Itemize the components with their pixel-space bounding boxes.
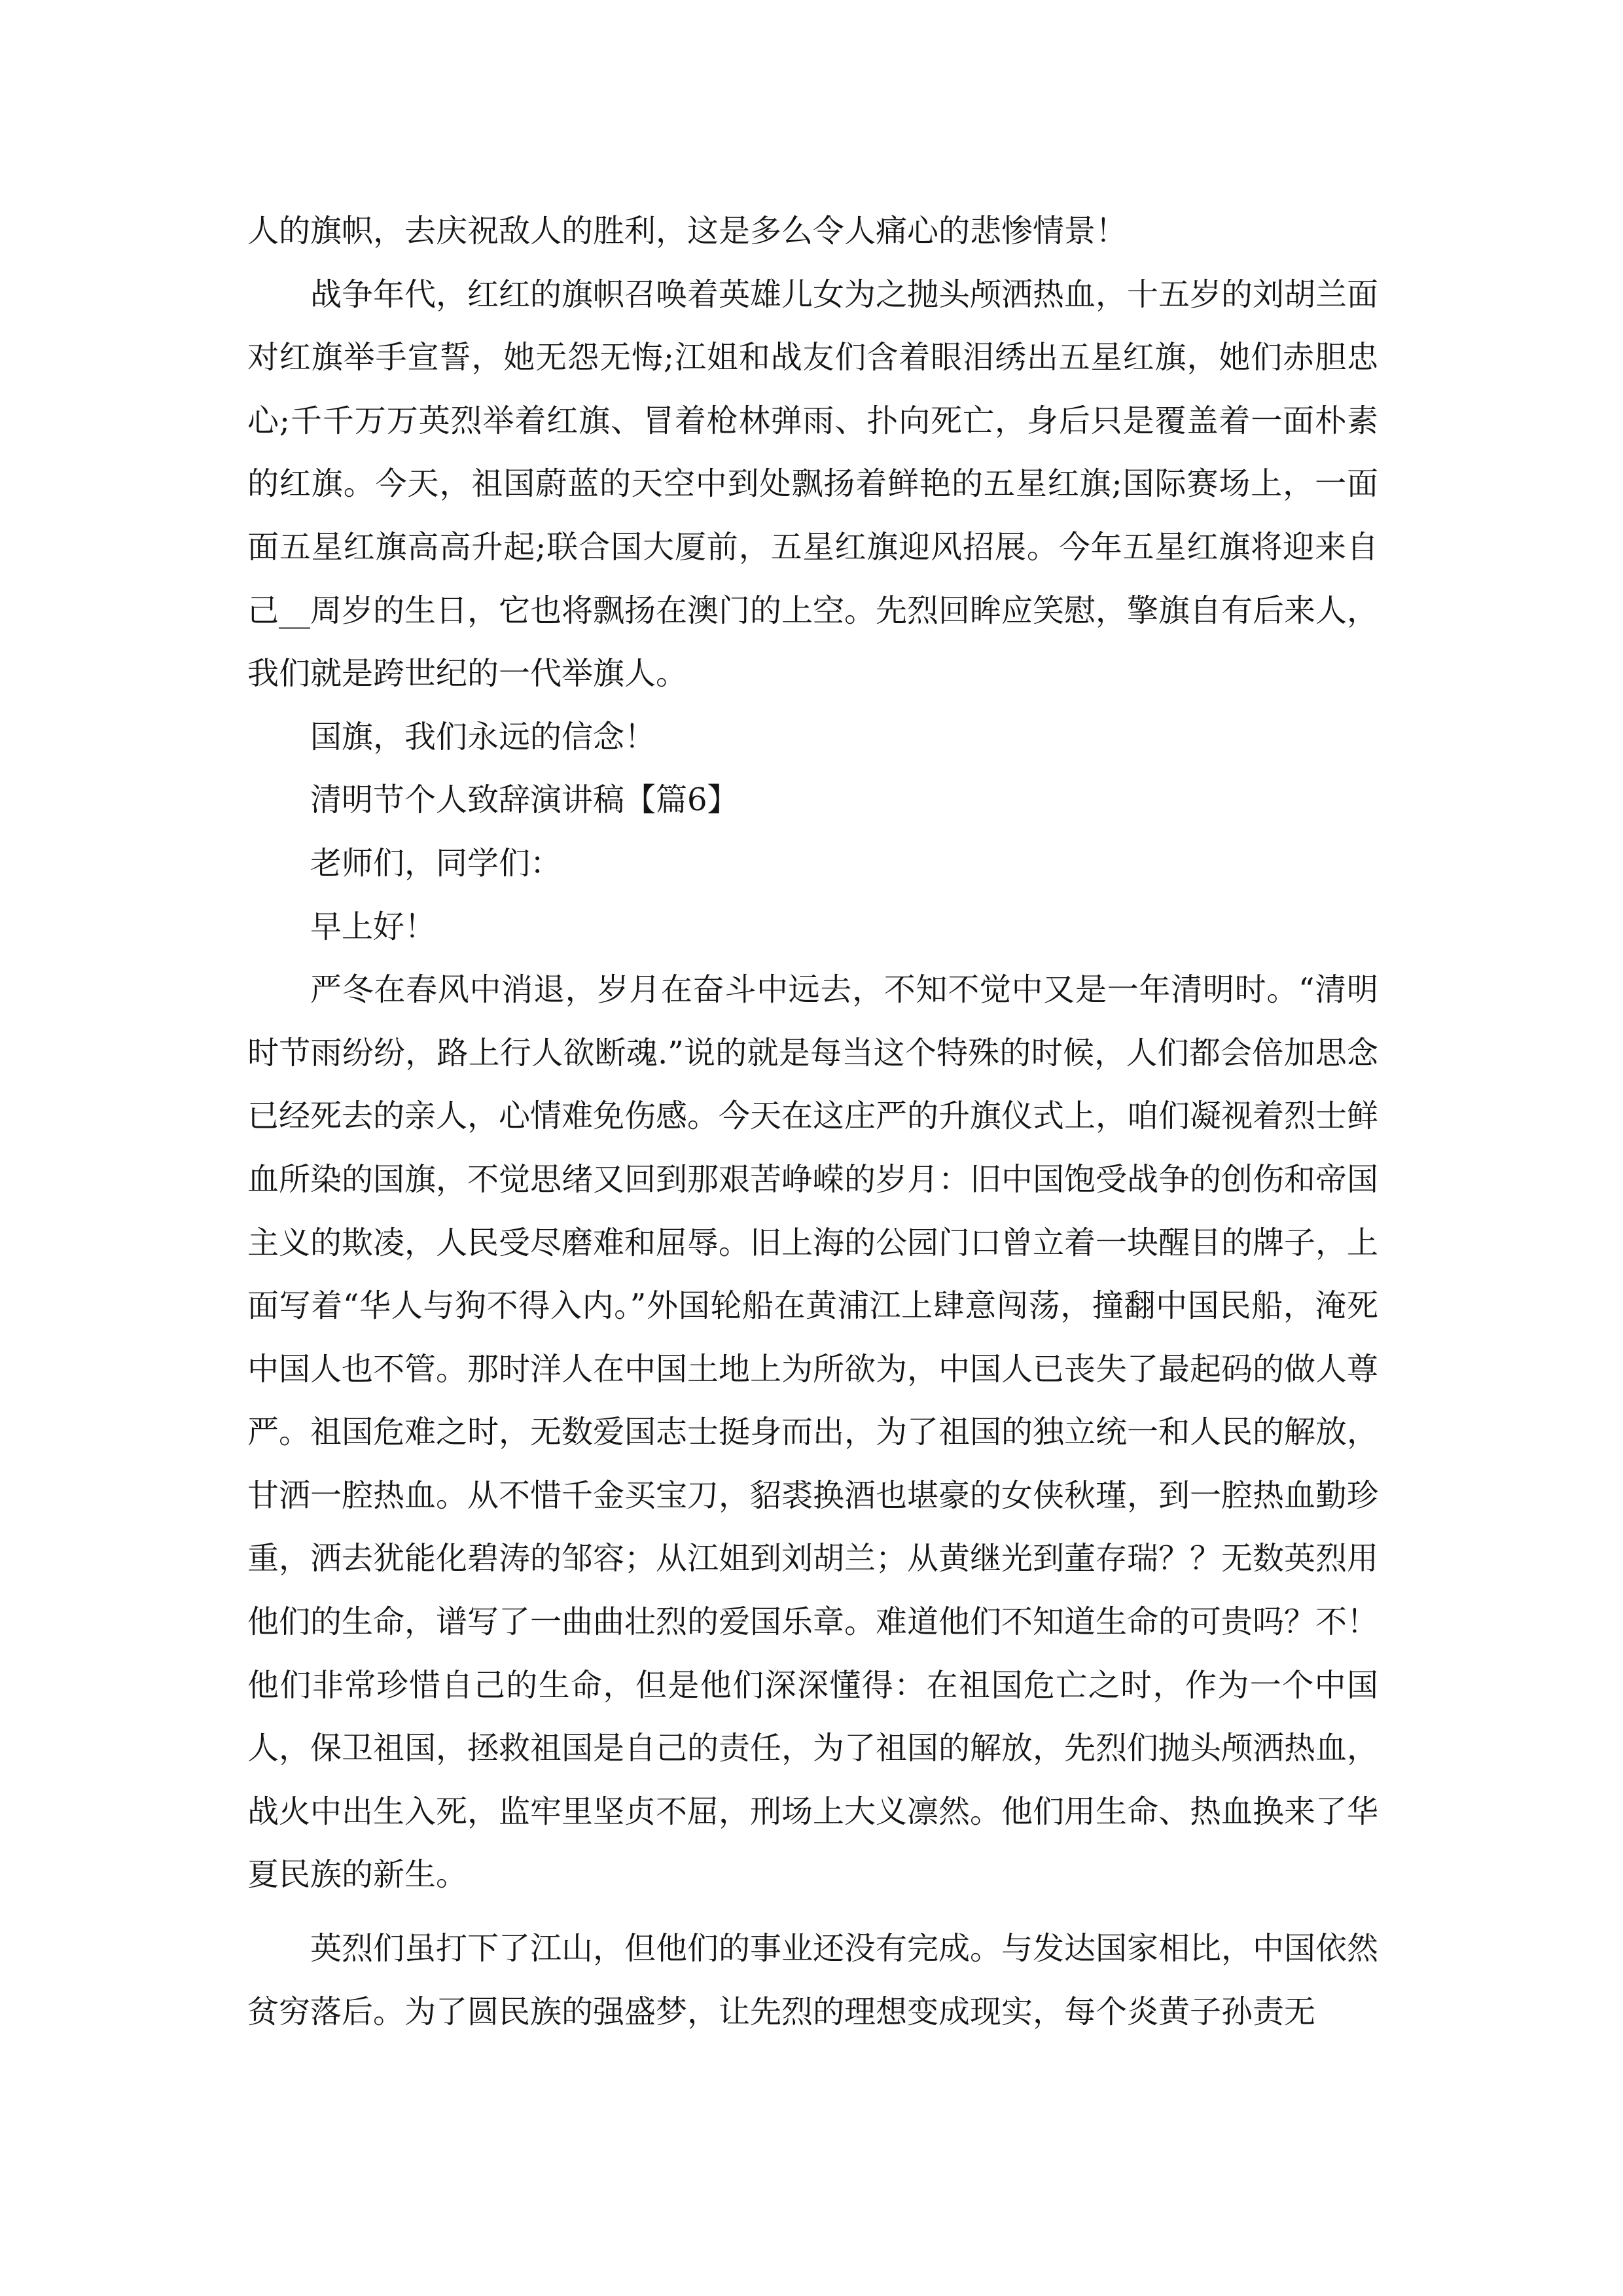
paragraph-continued: 人的旗帜，去庆祝敌人的胜利，这是多么令人痛心的悲惨情景！ <box>247 213 1128 249</box>
paragraph-heroes-legacy: 英烈们虽打下了江山，但他们的事业还没有完成。与发达国家相比，中国依然贫穷落后。为了圆民族的强盛梦，让先烈的理想变成现实，每个炎黄子孙责无 <box>247 1930 1379 2030</box>
paragraph-flag-belief: 国旗，我们永远的信念！ <box>310 718 656 755</box>
document-body <box>247 200 1378 2043</box>
greeting: 早上好！ <box>310 908 437 945</box>
salutation: 老师们，同学们： <box>310 844 562 882</box>
paragraph-qingming: 严冬在春风中消退，岁月在奋斗中远去，不知不觉中又是一年清明时。“清明时节雨纷纷，路上行人欲断魂.”说的就是每当这个特殊的时候，人们都会倍加思念已经死去的亲人，心情难免伤感。今天在这庄严的升旗仪式上，咱们凝视着烈士鲜血所染的国旗，不觉思绪又回到那艰苦峥嵘的岁月：旧中国饱受战争的创伤和帝国主义的欺凌，人民受尽磨难和屈辱。旧上海的公园门口曾立着一块醒目的牌子，上面写着“华人与狗不得入内。”外国轮船在黄浦江上肆意闯荡，撞翻中国民船，淹死中国人也不管。那时洋人在中国土地上为所欲为，中国人已丧失了最起码的做人尊严。祖国危难之时，无数爱国志士挺身而出，为了祖国的独立统一和人民的解放，甘洒一腔热血。从不惜千金买宝刀，貂裘换酒也堪豪的女侠秋瑾，到一腔热血勤珍重，洒去犹能化碧涛的邹容；从江姐到刘胡兰；从黄继光到董存瑞？？无数英烈用他们的生命，谱写了一曲曲壮烈的爱国乐章。难道他们不知道生命的可贵吗？不！他们非常珍惜自己的生命，但是他们深深懂得：在祖国危亡之时，作为一个中国人，保卫祖国，拯救祖国是自己的责任，为了祖国的解放，先烈们抛头颅洒热血，战火中出生入死，监牢里坚贞不屈，刑场上大义凛然。他们用生命、热血换来了华夏民族的新生。 <box>247 971 1379 1893</box>
paragraph-war-years: 战争年代，红红的旗帜召唤着英雄儿女为之抛头颅洒热血，十五岁的刘胡兰面对红旗举手宣誓，她无怨无悔;江姐和战友们含着眼泪绣出五星红旗，她们赤胆忠心;千千万万英烈举着红旗、冒着枪林弹雨、扑向死亡，身后只是覆盖着一面朴素的红旗。今天，祖国蔚蓝的天空中到处飘扬着鲜艳的五星红旗;国际赛场上，一面面五星红旗高高升起;联合国大厦前，五星红旗迎风招展。今年五星红旗将迎来自己__周岁的生日，它也将飘扬在澳门的上空。先烈回眸应笑慰，擎旗自有后来人，我们就是跨世纪的一代举旗人。 <box>247 276 1379 692</box>
section-title: 清明节个人致辞演讲稿【篇6】 <box>310 781 739 819</box>
